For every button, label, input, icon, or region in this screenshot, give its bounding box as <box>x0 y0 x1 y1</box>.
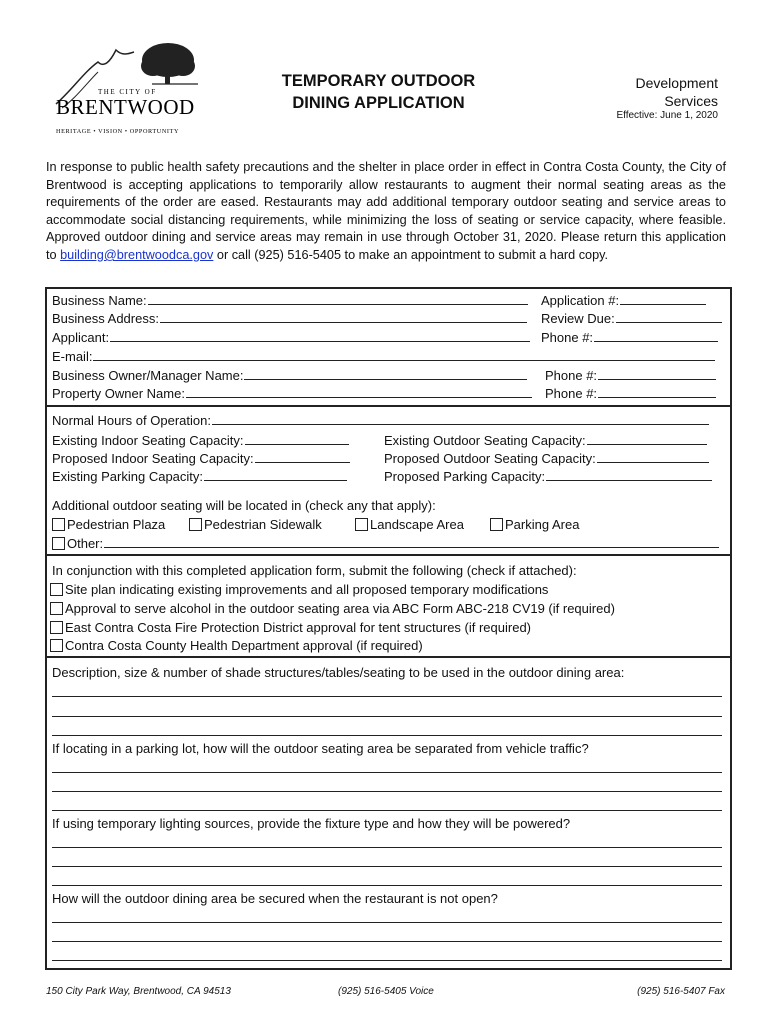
email-line[interactable] <box>93 348 715 361</box>
option-other[interactable] <box>52 535 719 552</box>
business-name-line[interactable] <box>148 292 528 305</box>
question-lighting: If using temporary lighting sources, provide the fixture type and how they will be powered? <box>52 816 571 831</box>
question-shade-structures: Description, size & number of shade structures/tables/seating to be used in the outdoor dining area: <box>52 665 625 680</box>
existing-parking-line[interactable] <box>204 468 347 481</box>
attachment-site-plan[interactable] <box>50 581 548 598</box>
application-number-label: Application #: <box>541 293 620 308</box>
hours-field[interactable] <box>52 412 709 429</box>
answer-line[interactable] <box>52 772 722 773</box>
proposed-indoor-field[interactable] <box>52 450 350 467</box>
form-title <box>256 70 501 114</box>
owner-manager-field[interactable] <box>52 367 527 384</box>
answer-line[interactable] <box>52 810 722 811</box>
fire-label: East Contra Costa Fire Protection District approval for tent structures (if required) <box>65 620 532 635</box>
health-checkbox[interactable] <box>50 639 63 652</box>
proposed-indoor-line[interactable] <box>255 450 350 463</box>
applicant-phone-label: Phone #: <box>541 330 594 345</box>
other-label: Other: <box>67 536 104 551</box>
section-divider-2 <box>45 554 732 556</box>
existing-outdoor-line[interactable] <box>587 432 707 445</box>
owner-phone-field[interactable] <box>545 367 716 384</box>
proposed-parking-label: Proposed Parking Capacity: <box>384 469 546 484</box>
proposed-outdoor-field[interactable] <box>384 450 709 467</box>
pedestrian-plaza-checkbox[interactable] <box>52 518 65 531</box>
intro-text-after: or call (925) 516-5405 to make an appointment to submit a hard copy. <box>213 247 609 262</box>
effective-date: Effective: June 1, 2020 <box>616 110 718 121</box>
hours-line[interactable] <box>212 412 709 425</box>
existing-indoor-label: Existing Indoor Seating Capacity: <box>52 433 244 448</box>
answer-line[interactable] <box>52 960 722 961</box>
property-owner-label: Property Owner Name: <box>52 386 185 401</box>
hours-label: Normal Hours of Operation: <box>52 413 211 428</box>
parking-area-label: Parking Area <box>505 517 580 532</box>
property-phone-field[interactable] <box>545 385 716 402</box>
pedestrian-plaza-label: Pedestrian Plaza <box>67 517 166 532</box>
application-number-field[interactable] <box>541 292 706 309</box>
business-address-label: Business Address: <box>52 311 159 326</box>
footer-address: 150 City Park Way, Brentwood, CA 94513 <box>46 986 231 997</box>
existing-indoor-line[interactable] <box>245 432 349 445</box>
other-line[interactable] <box>104 535 719 548</box>
business-address-field[interactable] <box>52 310 527 327</box>
property-owner-line[interactable] <box>186 385 532 398</box>
alcohol-label: Approval to serve alcohol in the outdoor seating area via ABC Form ABC-218 CV19 (if required) <box>65 601 615 616</box>
proposed-indoor-label: Proposed Indoor Seating Capacity: <box>52 451 254 466</box>
proposed-outdoor-label: Proposed Outdoor Seating Capacity: <box>384 451 596 466</box>
parking-area-checkbox[interactable] <box>490 518 503 531</box>
email-link[interactable]: building@brentwoodca.gov <box>60 247 214 262</box>
answer-line[interactable] <box>52 696 722 697</box>
review-due-line[interactable] <box>616 310 722 323</box>
owner-manager-line[interactable] <box>244 367 527 380</box>
attachments-prompt: In conjunction with this completed application form, submit the following (check if attached): <box>52 563 577 578</box>
question-security: How will the outdoor dining area be secured when the restaurant is not open? <box>52 891 498 906</box>
existing-parking-label: Existing Parking Capacity: <box>52 469 204 484</box>
footer-voice: (925) 516-5405 Voice <box>338 986 434 997</box>
answer-line[interactable] <box>52 716 722 717</box>
location-prompt: Additional outdoor seating will be located in (check any that apply): <box>52 498 436 513</box>
site-plan-label: Site plan indicating existing improvements and all proposed temporary modifications <box>65 582 549 597</box>
dept-line-2: Services <box>664 93 718 109</box>
applicant-line[interactable] <box>110 329 530 342</box>
existing-outdoor-field[interactable] <box>384 432 707 449</box>
fire-checkbox[interactable] <box>50 621 63 634</box>
attachment-health[interactable] <box>50 637 423 654</box>
existing-parking-field[interactable] <box>52 468 347 485</box>
owner-phone-line[interactable] <box>598 367 716 380</box>
logo-tagline: HERITAGE • VISION • OPPORTUNITY <box>56 128 180 135</box>
pedestrian-sidewalk-checkbox[interactable] <box>189 518 202 531</box>
proposed-parking-field[interactable] <box>384 468 712 485</box>
applicant-field[interactable] <box>52 329 530 346</box>
business-name-field[interactable] <box>52 292 528 309</box>
review-due-label: Review Due: <box>541 311 615 326</box>
section-divider-3 <box>45 656 732 658</box>
email-label: E-mail: <box>52 349 93 364</box>
applicant-phone-field[interactable] <box>541 329 718 346</box>
logo-mountain-tree-icon <box>52 38 202 140</box>
property-phone-line[interactable] <box>598 385 716 398</box>
review-due-field[interactable] <box>541 310 722 327</box>
logo-city-name: BRENTWOOD <box>56 95 195 119</box>
footer-fax: (925) 516-5407 Fax <box>637 986 725 997</box>
applicant-phone-line[interactable] <box>594 329 718 342</box>
site-plan-checkbox[interactable] <box>50 583 63 596</box>
answer-line[interactable] <box>52 847 722 848</box>
owner-manager-label: Business Owner/Manager Name: <box>52 368 244 383</box>
applicant-label: Applicant: <box>52 330 110 345</box>
dept-line-1: Development <box>635 75 718 91</box>
answer-line[interactable] <box>52 885 722 886</box>
question-parking-separation: If locating in a parking lot, how will the outdoor seating area be separated from vehicle traffic? <box>52 741 589 756</box>
department-name <box>560 74 718 110</box>
option-pedestrian-sidewalk[interactable] <box>189 516 322 533</box>
title-line-1: TEMPORARY OUTDOOR <box>281 72 476 90</box>
email-field[interactable] <box>52 348 715 365</box>
answer-line[interactable] <box>52 922 722 923</box>
city-logo <box>52 38 202 140</box>
proposed-outdoor-line[interactable] <box>597 450 709 463</box>
alcohol-checkbox[interactable] <box>50 602 63 615</box>
section-divider-1 <box>45 405 732 407</box>
pedestrian-sidewalk-label: Pedestrian Sidewalk <box>204 517 322 532</box>
option-pedestrian-plaza[interactable] <box>52 516 165 533</box>
health-label: Contra Costa County Health Department approval (if required) <box>65 638 423 653</box>
landscape-area-label: Landscape Area <box>370 517 464 532</box>
existing-outdoor-label: Existing Outdoor Seating Capacity: <box>384 433 586 448</box>
business-address-line[interactable] <box>160 310 527 323</box>
attachment-fire[interactable] <box>50 619 531 636</box>
title-line-2: DINING APPLICATION <box>292 94 465 112</box>
business-name-label: Business Name: <box>52 293 147 308</box>
proposed-parking-line[interactable] <box>546 468 712 481</box>
answer-line[interactable] <box>52 791 722 792</box>
application-number-line[interactable] <box>620 292 706 305</box>
answer-line[interactable] <box>52 866 722 867</box>
owner-phone-label: Phone #: <box>545 368 598 383</box>
landscape-area-checkbox[interactable] <box>355 518 368 531</box>
property-phone-label: Phone #: <box>545 386 598 401</box>
other-checkbox[interactable] <box>52 537 65 550</box>
existing-indoor-field[interactable] <box>52 432 349 449</box>
logo-city-line: THE CITY OF <box>98 88 157 96</box>
intro-text-before: In response to public health safety precautions and the shelter in place order in effect in Contra Costa County, the City of Brentwood is accepting applications to temporarily allow restaurants to augment their normal seating areas as the requirements of the order are eased. Restaurants may add additional temporary outdoor seating and service areas to accommodate social distancing requirements, while minimizing the loss of seating or service capacity, where feasible. Approved outdoor dining and service areas may remain in use through October 31, 2020. Please return this application to <box>46 160 726 262</box>
property-owner-field[interactable] <box>52 385 532 402</box>
answer-line[interactable] <box>52 941 722 942</box>
option-landscape-area[interactable] <box>355 516 464 533</box>
answer-line[interactable] <box>52 735 722 736</box>
attachment-alcohol[interactable] <box>50 600 615 617</box>
intro-paragraph <box>46 159 726 265</box>
option-parking-area[interactable] <box>490 516 579 533</box>
